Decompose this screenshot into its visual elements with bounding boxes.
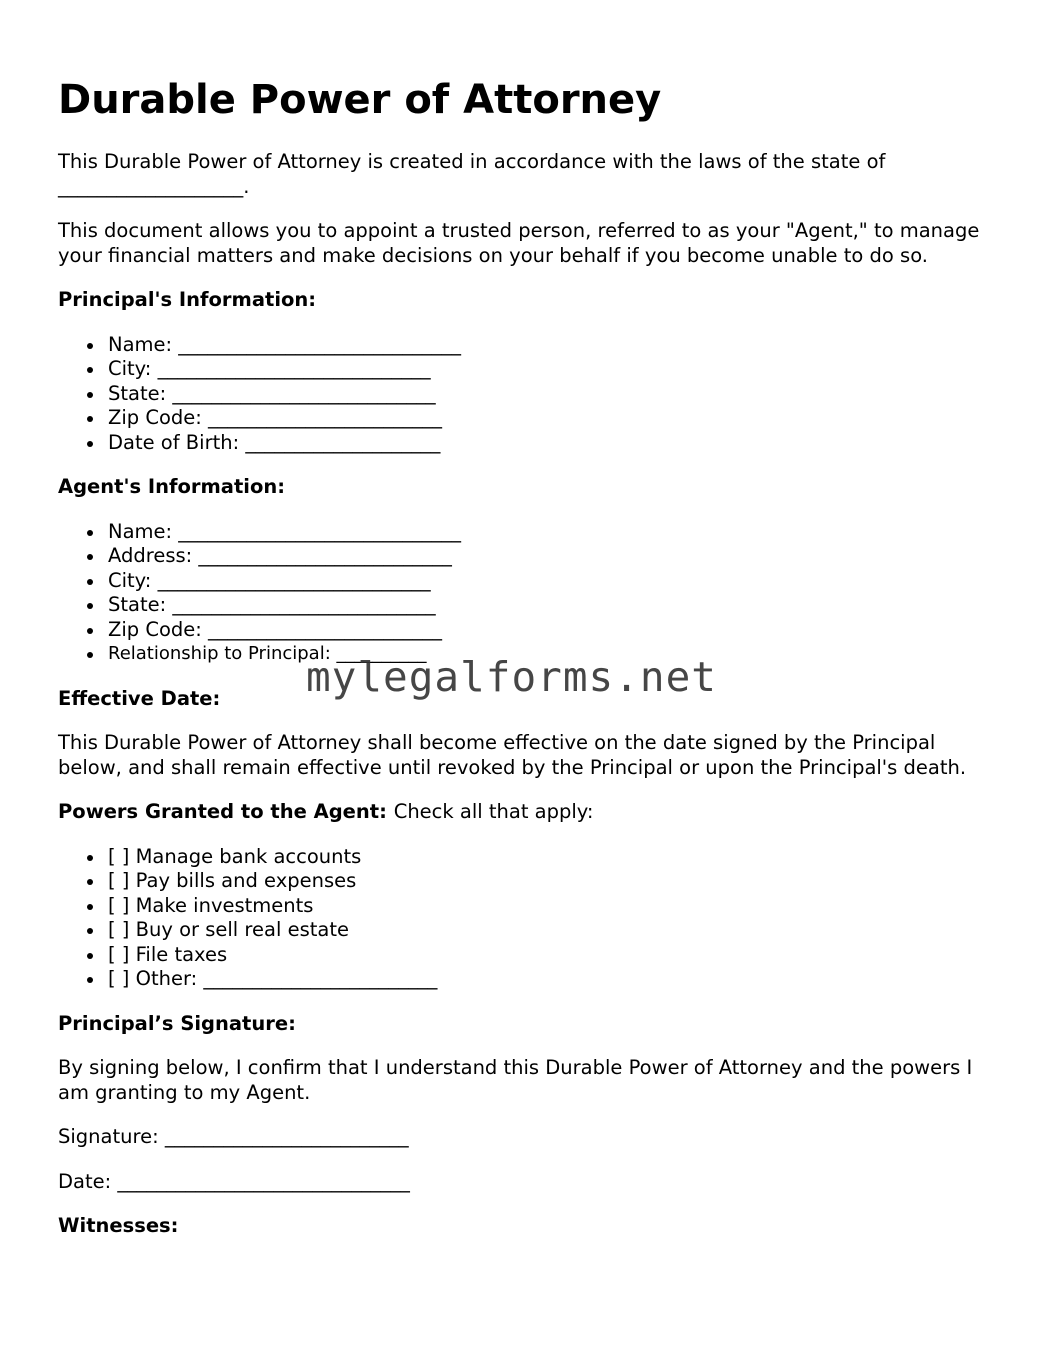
date-line: Date: ______________________________ bbox=[58, 1169, 410, 1193]
power-item-real-estate: [ ] Buy or sell real estate bbox=[108, 918, 988, 943]
powers-heading bbox=[58, 800, 988, 825]
power-item-other: [ ] Other: ________________________ bbox=[108, 967, 988, 992]
agent-fields bbox=[58, 520, 988, 667]
watermark-text: mylegalforms.net bbox=[306, 653, 717, 701]
principal-state-field: State: ___________________________ bbox=[108, 382, 988, 407]
witnesses-heading: Witnesses: bbox=[58, 1214, 179, 1237]
agent-address-field: Address: __________________________ bbox=[108, 544, 988, 569]
principal-heading: Principal's Information: bbox=[58, 288, 317, 311]
purpose-paragraph: This document allows you to appoint a trusted person, referred to as your "Agent," to manage your financial matters and make decisions on your behalf if you become unable to do so. bbox=[58, 219, 980, 267]
signature-text: By signing below, I confirm that I understand this Durable Power of Attorney and the powers I am granting to my Agent. bbox=[58, 1056, 973, 1104]
agent-name-field: Name: _____________________________ bbox=[108, 520, 988, 545]
agent-city-field: City: ____________________________ bbox=[108, 569, 988, 594]
principal-zip-field: Zip Code: ________________________ bbox=[108, 406, 988, 431]
agent-relationship-field: Relationship to Principal: __________ bbox=[108, 642, 988, 667]
signature-line: Signature: _________________________ bbox=[58, 1125, 409, 1148]
principal-name-field: Name: _____________________________ bbox=[108, 333, 988, 358]
principal-fields bbox=[58, 333, 988, 456]
effective-date-heading: Effective Date: bbox=[58, 686, 221, 710]
signature-heading: Principal’s Signature: bbox=[58, 1011, 296, 1035]
principal-dob-field: Date of Birth: ____________________ bbox=[108, 431, 988, 456]
state-sentence: This Durable Power of Attorney is created in accordance with the laws of the state of ___________________. bbox=[58, 150, 886, 198]
power-item-bank-accounts: [ ] Manage bank accounts bbox=[108, 845, 988, 870]
document-title: Durable Power of Attorney bbox=[58, 77, 662, 123]
powers-instruction: Check all that apply: bbox=[393, 800, 594, 823]
agent-state-field: State: ___________________________ bbox=[108, 593, 988, 618]
principal-city-field: City: ____________________________ bbox=[108, 357, 988, 382]
agent-zip-field: Zip Code: ________________________ bbox=[108, 618, 988, 643]
power-item-investments: [ ] Make investments bbox=[108, 894, 988, 919]
effective-date-text: This Durable Power of Attorney shall become effective on the date signed by the Principal below, and shall remain effective until revoked by the Principal or upon the Principal's death. bbox=[58, 731, 967, 779]
powers-heading-label: Powers Granted to the Agent: bbox=[58, 800, 387, 823]
agent-heading: Agent's Information: bbox=[58, 475, 286, 498]
power-item-pay-bills: [ ] Pay bills and expenses bbox=[108, 869, 988, 894]
power-item-taxes: [ ] File taxes bbox=[108, 943, 988, 968]
powers-list bbox=[58, 845, 988, 992]
